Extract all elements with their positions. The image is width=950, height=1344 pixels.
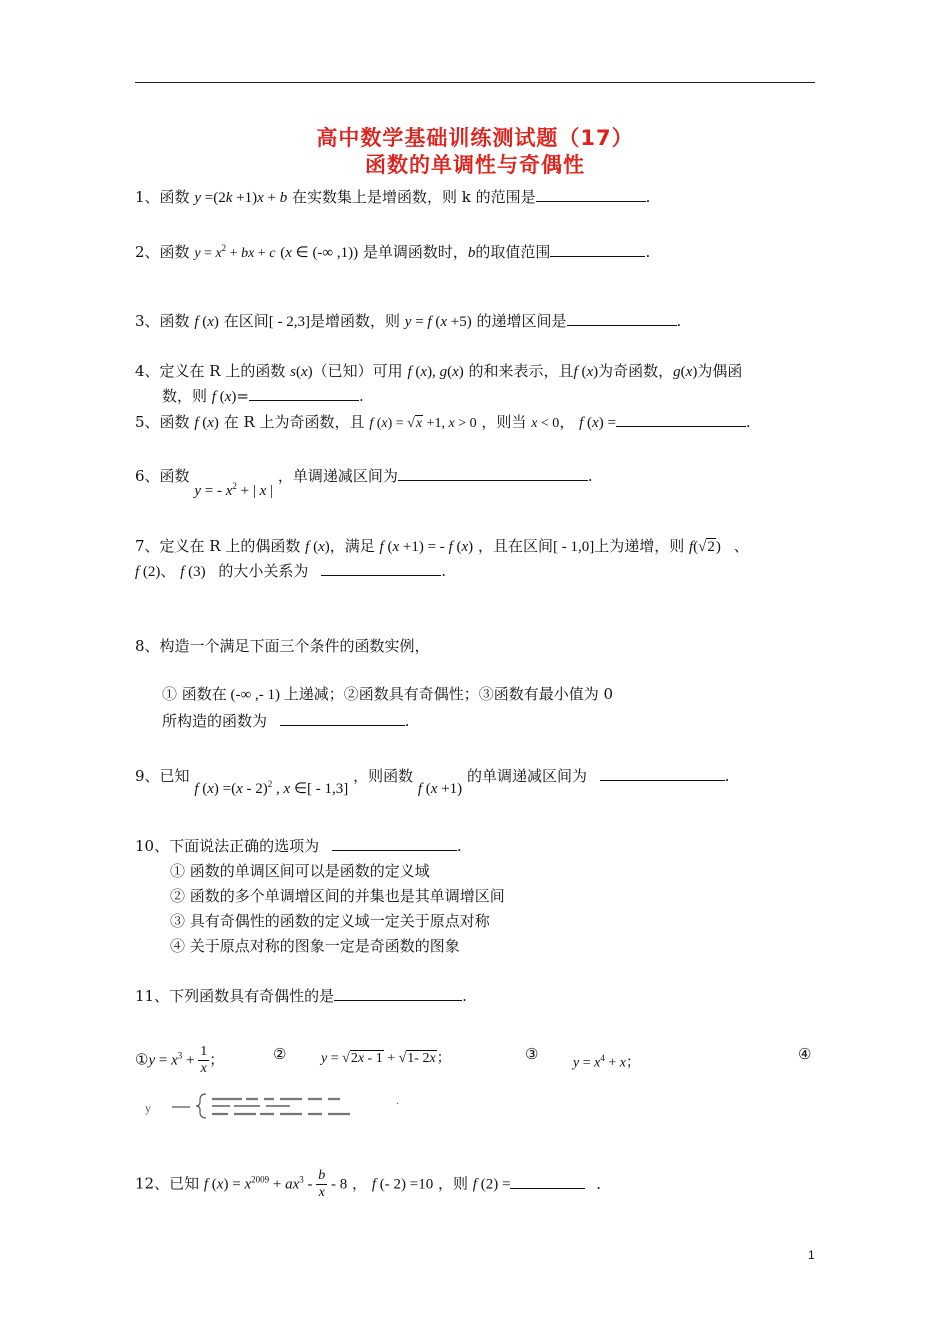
question-9: 9、已知 f (x) =(x - 2)$^2$ , x ∈[ - 1,3] ，则函数 f (x +1) 的单调递减区间为 . xyxy=(135,767,730,797)
answer-blank[interactable] xyxy=(600,766,725,781)
answer-blank[interactable] xyxy=(616,412,746,427)
question-11-option-4-formula xyxy=(140,1090,405,1122)
question-3: 3、函数 f (x) 在区间[ - 2,3]是增函数，则 y = f (x +5) 的递增区间是 . xyxy=(135,312,682,330)
answer-blank[interactable] xyxy=(567,311,677,326)
option-1: ① 函数的单调区间可以是函数的定义域 xyxy=(170,862,430,880)
piecewise-formula-image xyxy=(140,1090,405,1122)
option-4: ④ 关于原点对称的图象一定是奇函数的图象 xyxy=(170,937,460,955)
question-7: 7、定义在 R 上的偶函数 f (x)，满足 f (x +1) = - f (x) ，且在区间[ - 1,0]上为递增，则 f(√2) 、 xyxy=(135,537,749,555)
answer-blank[interactable] xyxy=(332,836,457,851)
question-2: 2、函数 $y = x^2$ + bx + c (x ∈ (-∞ ,1)) 是单调函数时，b的取值范围 . xyxy=(135,243,651,261)
question-1: 1、函数 y =(2k +1)x + b 在实数集上是增函数，则 k 的范围是 . xyxy=(135,188,651,206)
answer-blank[interactable] xyxy=(321,561,441,576)
question-4: 4、定义在 R 上的函数 s(x)（已知）可用 f (x), g(x) 的和来表示，且f (x)为奇函数，g(x)为偶函 xyxy=(135,362,743,380)
option-2: ② 函数的多个单调增区间的并集也是其单调增区间 xyxy=(170,887,505,905)
answer-blank[interactable] xyxy=(398,466,588,481)
answer-blank[interactable] xyxy=(280,711,405,726)
formula: y xyxy=(194,190,201,206)
answer-blank[interactable] xyxy=(510,1174,585,1189)
answer-blank[interactable] xyxy=(334,986,462,1001)
question-5: 5、函数 f (x) 在 R 上为奇函数，且 f (x) = √x +1, x > 0 ，则当 x < 0， f (x) = . xyxy=(135,413,751,431)
question-11: 11、下列函数具有奇偶性的是 . xyxy=(135,987,467,1005)
answer-blank[interactable] xyxy=(249,386,359,401)
question-12: 12、已知 f $(x) = x^{2009} + ax^3$ - $\frac{b}{x}$ - 8 ， f (- 2) =10 ，则 f (2) = . xyxy=(135,1168,601,1200)
page-number: 1 xyxy=(808,1248,815,1262)
answer-blank[interactable] xyxy=(536,187,646,202)
answer-blank[interactable] xyxy=(550,242,645,257)
question-11-options: ①y = $x^3$ + $\frac{1}{x}$ ； ② y = √2x - 1 + √1- 2x； ③ $y = x^4 + x$； ④ xyxy=(135,1044,812,1076)
question-6: 6、函数 y = - $x^2$ + | x | ，单调递减区间为 . xyxy=(135,467,593,499)
question-8: 8、构造一个满足下面三个条件的函数实例， xyxy=(135,637,430,655)
svg-text:.: . xyxy=(396,1093,399,1107)
page-title: 高中数学基础训练测试题（17） xyxy=(316,126,634,150)
question-10: 10、下面说法正确的选项为 . xyxy=(135,837,462,855)
question-4-cont: 数，则 f (x)= . xyxy=(162,387,364,405)
question-7-cont: f (2)、 f (3) 的大小关系为 . xyxy=(135,562,446,580)
page-subtitle: 函数的单调性与奇偶性 xyxy=(365,153,585,177)
option-3: ③ 具有奇偶性的函数的定义域一定关于原点对称 xyxy=(170,912,490,930)
question-8-answer: 所构造的函数为 . xyxy=(162,712,410,730)
question-8-conditions: ① 函数在 (-∞ ,- 1) 上递减；②函数具有奇偶性；③函数有最小值为 0 xyxy=(162,685,614,703)
svg-text:y: y xyxy=(145,1101,151,1115)
header-rule xyxy=(135,82,815,83)
